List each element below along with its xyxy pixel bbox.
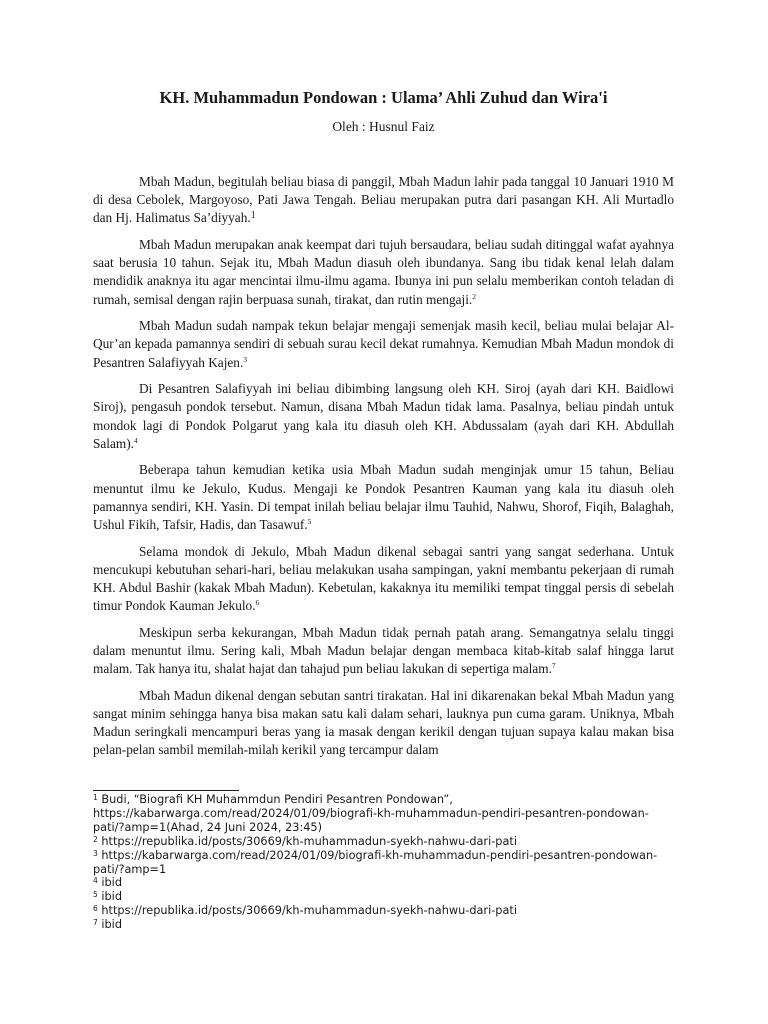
document-title: KH. Muhammadun Pondowan : Ulama’ Ahli Zuhud dan Wira'i <box>159 88 608 107</box>
footnote-mark: 5 <box>93 890 98 900</box>
footnote-text: ibid <box>101 890 122 904</box>
paragraph-text: Meskipun serba kekurangan, Mbah Madun tidak pernah patah arang. Semangatnya selalu tinggi dalam menuntut ilmu. Sering kali, Mbah Madun belajar dengan membaca kitab-kitab salaf hingga larut malam. Tak hanya itu, shalat hajat dan tahajud pun beliau lakukan di sepertiga malam. <box>93 624 674 677</box>
footnote-item <box>93 849 674 877</box>
footnote-reference[interactable]: 5 <box>307 517 312 527</box>
paragraph-text: Mbah Madun merupakan anak keempat dari tujuh bersaudara, beliau sudah ditinggal wafat ayahnya saat berusia 10 tahun. Sejak itu, Mbah Madun diasuh oleh ibundanya. Sang ibu tidak kenal lelah dalam mendidik anaknya itu agar mencintai ilmu-ilmu agama. Ibunya ini pun selalu memberikan contoh teladan di rumah, semisal dengan rajin berpuasa sunah, tirakat, dan rutin mengaji. <box>93 237 674 307</box>
footnote-item <box>93 835 674 849</box>
footnote-item <box>93 876 674 890</box>
paragraph <box>93 380 674 453</box>
footnote-mark: 3 <box>93 848 98 858</box>
paragraph <box>93 687 674 760</box>
footnote-reference[interactable]: 2 <box>472 291 476 301</box>
footnote-reference[interactable]: 6 <box>255 598 260 608</box>
footnote-item <box>93 890 674 904</box>
paragraph-text: Mbah Madun dikenal dengan sebutan santri tirakatan. Hal ini dikarenakan bekal Mbah Madun yang sangat minim sehingga hanya bisa makan satu kali dalam sehari, lauknya pun cuma garam. Uniknya, Mbah Madun seringkali mencampuri beras yang ia masak dengan kerikil dengan tujuan supaya kalau makan bisa pelan-pelan sambil memilah-milah kerikil yang tercampur dalam <box>93 687 674 758</box>
footnote-mark: 4 <box>93 876 98 886</box>
paragraph <box>93 461 674 534</box>
paragraph <box>93 317 674 372</box>
footnote-text[interactable]: Budi, “Biografi KH Muhammdun Pendiri Pesantren Pondowan”, https://kabarwarga.com/read/2024/01/09/biografi-kh-muhammadun-pendiri-pesantren-pondowan-pati/?amp=1(Ahad, 24 Juni 2024, 23:45) <box>93 793 649 834</box>
document-author: Oleh : Husnul Faiz <box>332 119 435 134</box>
paragraph-text: Mbah Madun, begitulah beliau biasa di panggil, Mbah Madun lahir pada tanggal 10 Januari 1910 M di desa Cebolek, Margoyoso, Pati Jawa Tengah. Beliau merupakan putra dari pasangan KH. Ali Murtadlo dan Hj. Halimatus Sa’diyyah. <box>93 174 674 226</box>
paragraph <box>93 236 674 309</box>
paragraph-text: Beberapa tahun kemudian ketika usia Mbah Madun sudah menginjak umur 15 tahun, Beliau menuntut ilmu ke Jekulo, Kudus. Mengaji ke Pondok Pesantren Kauman yang kala itu diasuh oleh pamannya sendiri, KH. Yasin. Di tempat inilah beliau belajar ilmu Tauhid, Nahwu, Shorof, Fiqih, Balaghah, Ushul Fikih, Tafsir, Hadis, dan Tasawuf. <box>93 462 674 533</box>
footnote-mark: 7 <box>93 918 98 928</box>
paragraph-text: Mbah Madun sudah nampak tekun belajar mengaji semenjak masih kecil, beliau mulai belajar Al-Qur’an kepada pamannya sendiri di sebuah surau kecil dekat rumahnya. Kemudian Mbah Madun mondok di Pesantren Salafiyyah Kajen. <box>93 318 674 370</box>
footnote-item <box>93 793 674 835</box>
footnote-text[interactable]: https://republika.id/posts/30669/kh-muhammadun-syekh-nahwu-dari-pati <box>101 834 517 848</box>
footnote-reference[interactable]: 7 <box>551 661 556 671</box>
footnote-text: ibid <box>101 918 122 932</box>
paragraph <box>93 543 674 616</box>
footnote-mark: 1 <box>93 793 98 802</box>
paragraph-text: Selama mondok di Jekulo, Mbah Madun dikenal sebagai santri yang sangat sederhana. Untuk mencukupi kebutuhan sehari-hari, beliau melakukan usaha sampingan, yakni membantu pekerjaan di rumah KH. Abdul Bashir (kakak Mbah Madun). Kebetulan, kakaknya itu memiliki tempat tinggal persis di sebelah timur Pondok Kauman Jekulo. <box>93 543 674 614</box>
footnote-reference[interactable]: 4 <box>134 435 138 445</box>
footnote-item <box>93 904 674 918</box>
footnote-text[interactable]: https://republika.id/posts/30669/kh-muhammadun-syekh-nahwu-dari-pati <box>101 904 517 918</box>
footnote-separator <box>93 790 239 791</box>
footnote-text: ibid <box>101 876 122 890</box>
footnote-item <box>93 918 674 932</box>
footnote-mark: 6 <box>93 904 98 914</box>
paragraph-text: Di Pesantren Salafiyyah ini beliau dibimbing langsung oleh KH. Siroj (ayah dari KH. Baidlowi Siroj), pengasuh pondok tersebut. Namun, disana Mbah Madun tidak lama. Pasalnya, beliau pindah untuk mondok lagi di Pondok Polgarut yang kala itu diasuh oleh KH. Abdussalam (ayah dari KH. Abdullah Salam). <box>93 381 674 451</box>
footnote-mark: 2 <box>93 834 98 844</box>
document-body <box>93 173 674 768</box>
footnote-text[interactable]: https://kabarwarga.com/read/2024/01/09/biografi-kh-muhammadun-pendiri-pesantren-pondowan-pati/?amp=1 <box>93 848 658 876</box>
footnote-reference[interactable]: 1 <box>250 210 256 222</box>
paragraph <box>93 624 674 679</box>
paragraph <box>93 173 674 228</box>
footnotes <box>93 793 674 932</box>
footnote-reference[interactable]: 3 <box>243 354 248 364</box>
